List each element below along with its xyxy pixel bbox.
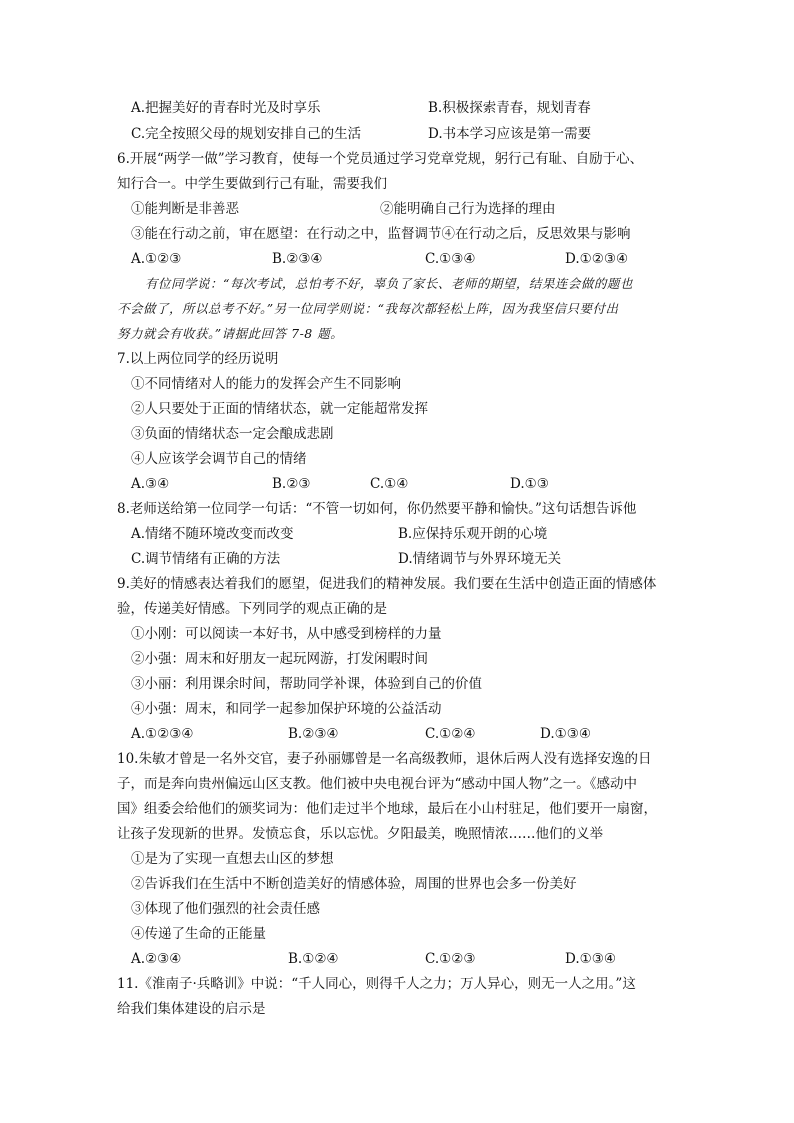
q10-statement-3: ③体现了他们强烈的社会责任感 xyxy=(131,901,320,917)
q7-stem: 7.以上两位同学的经历说明 xyxy=(117,351,279,367)
q10-statement-4: ④传递了生命的正能量 xyxy=(131,926,266,942)
q6-option-a: A.①②③ xyxy=(131,251,182,267)
q6-option-d: D.①②③④ xyxy=(565,251,629,267)
material-line-3: 努力就会有收获。”请据此回答 7-8 题。 xyxy=(117,326,344,341)
q9-option-b: B.②③④ xyxy=(288,726,339,742)
q9-statement-4: ④小强：周末，和同学一起参加保护环境的公益活动 xyxy=(131,701,442,717)
q9-option-a: A.①②③④ xyxy=(131,726,194,742)
q9-option-d: D.①③④ xyxy=(540,726,591,742)
q9-statement-2: ②小强：周末和好朋友一起玩网游，打发闲暇时间 xyxy=(131,651,428,667)
q6-stem-line-1: 6.开展“两学一做”学习教育，使每一个党员通过学习党章党规，躬行己有耻、自励于心、 xyxy=(117,151,644,167)
q11-stem-line-2: 给我们集体建设的启示是 xyxy=(117,1001,266,1017)
q6-statement-3-4: ③能在行动之前，审在愿望：在行动之中，监督调节④在行动之后，反思效果与影响 xyxy=(131,226,631,242)
q9-statement-3: ③小丽：利用课余时间，帮助同学补课，体验到自己的价值 xyxy=(131,676,482,692)
q7-statement-4: ④人应该学会调节自己的情绪 xyxy=(131,451,307,467)
q7-statement-1: ①不同情绪对人的能力的发挥会产生不同影响 xyxy=(131,376,401,392)
q5-option-d: D.书本学习应该是第一需要 xyxy=(428,126,592,142)
q10-option-d: D.①③④ xyxy=(565,951,616,967)
q6-option-c: C.①③④ xyxy=(425,251,476,267)
q9-statement-1: ①小刚：可以阅读一本好书，从中感受到榜样的力量 xyxy=(131,626,442,642)
q10-stem-line-3: 国》组委会给他们的颁奖词为：他们走过半个地球，最后在小山村驻足，他们要开一扇窗， xyxy=(117,801,657,817)
q5-option-c: C.完全按照父母的规划安排自己的生活 xyxy=(131,126,362,142)
material-line-1: 有位同学说：“每次考试，总怕考不好，辜负了家长、老师的期望，结果连会做的题也 xyxy=(145,276,633,291)
q11-stem-line-1: 11.《淮南子·兵略训》中说：“千人同心，则得千人之力；万人异心，则无一人之用。”这 xyxy=(117,976,636,992)
q6-stem-line-2: 知行合一。中学生要做到行己有耻，需要我们 xyxy=(117,176,387,192)
q8-option-c: C.调节情绪有正确的方法 xyxy=(131,551,281,567)
q7-option-d: D.①③ xyxy=(510,476,549,492)
q8-stem: 8.老师送给第一位同学一句话：“不管一切如何，你仍然要平静和愉快。”这句话想告诉他 xyxy=(117,501,637,517)
q8-option-a: A.情绪不随环境改变而改变 xyxy=(131,526,294,542)
q9-option-c: C.①②④ xyxy=(425,726,476,742)
q7-option-c: C.①④ xyxy=(370,476,409,492)
q9-stem-line-1: 9.美好的情感表达着我们的愿望，促进我们的精神发展。我们要在生活中创造正面的情感体 xyxy=(117,576,657,592)
q10-stem-line-2: 子，而是奔向贵州偏远山区支教。他们被中央电视台评为“感动中国人物”之一。《感动中 xyxy=(117,776,638,792)
q5-option-b: B.积极探索青春，规划青春 xyxy=(428,100,591,116)
q10-option-a: A.②③④ xyxy=(131,951,182,967)
q6-option-b: B.②③④ xyxy=(272,251,323,267)
q9-stem-line-2: 验，传递美好情感。下列同学的观点正确的是 xyxy=(117,601,387,617)
material-line-2: 不会做了，所以总考不好。”另一位同学则说：“我每次都轻松上阵，因为我坚信只要付出 xyxy=(117,301,619,316)
q10-stem-line-4: 让孩子发现新的世界。发愤忘食，乐以忘忧。夕阳最美，晚照情浓……他们的义举 xyxy=(117,826,603,842)
q5-option-a: A.把握美好的青春时光及时享乐 xyxy=(131,100,321,116)
q10-option-b: B.①②④ xyxy=(288,951,339,967)
q7-option-a: A.③④ xyxy=(131,476,170,492)
q8-option-d: D.情绪调节与外界环境无关 xyxy=(398,551,562,567)
q10-stem-line-1: 10.朱敏才曾是一名外交官，妻子孙丽娜曾是一名高级教师，退休后两人没有选择安逸的日 xyxy=(117,751,652,767)
q7-option-b: B.②③ xyxy=(272,476,311,492)
q7-statement-2: ②人只要处于正面的情绪状态，就一定能超常发挥 xyxy=(131,401,428,417)
q10-statement-1: ①是为了实现一直想去山区的梦想 xyxy=(131,851,334,867)
q10-option-c: C.①②③ xyxy=(425,951,476,967)
q6-statement-2: ②能明确自己行为选择的理由 xyxy=(380,201,556,217)
q6-statement-1: ①能判断是非善恶 xyxy=(131,201,239,217)
q8-option-b: B.应保持乐观开朗的心境 xyxy=(398,526,548,542)
q10-statement-2: ②告诉我们在生活中不断创造美好的情感体验，周围的世界也会多一份美好 xyxy=(131,876,577,892)
q7-statement-3: ③负面的情绪状态一定会酿成悲剧 xyxy=(131,426,334,442)
